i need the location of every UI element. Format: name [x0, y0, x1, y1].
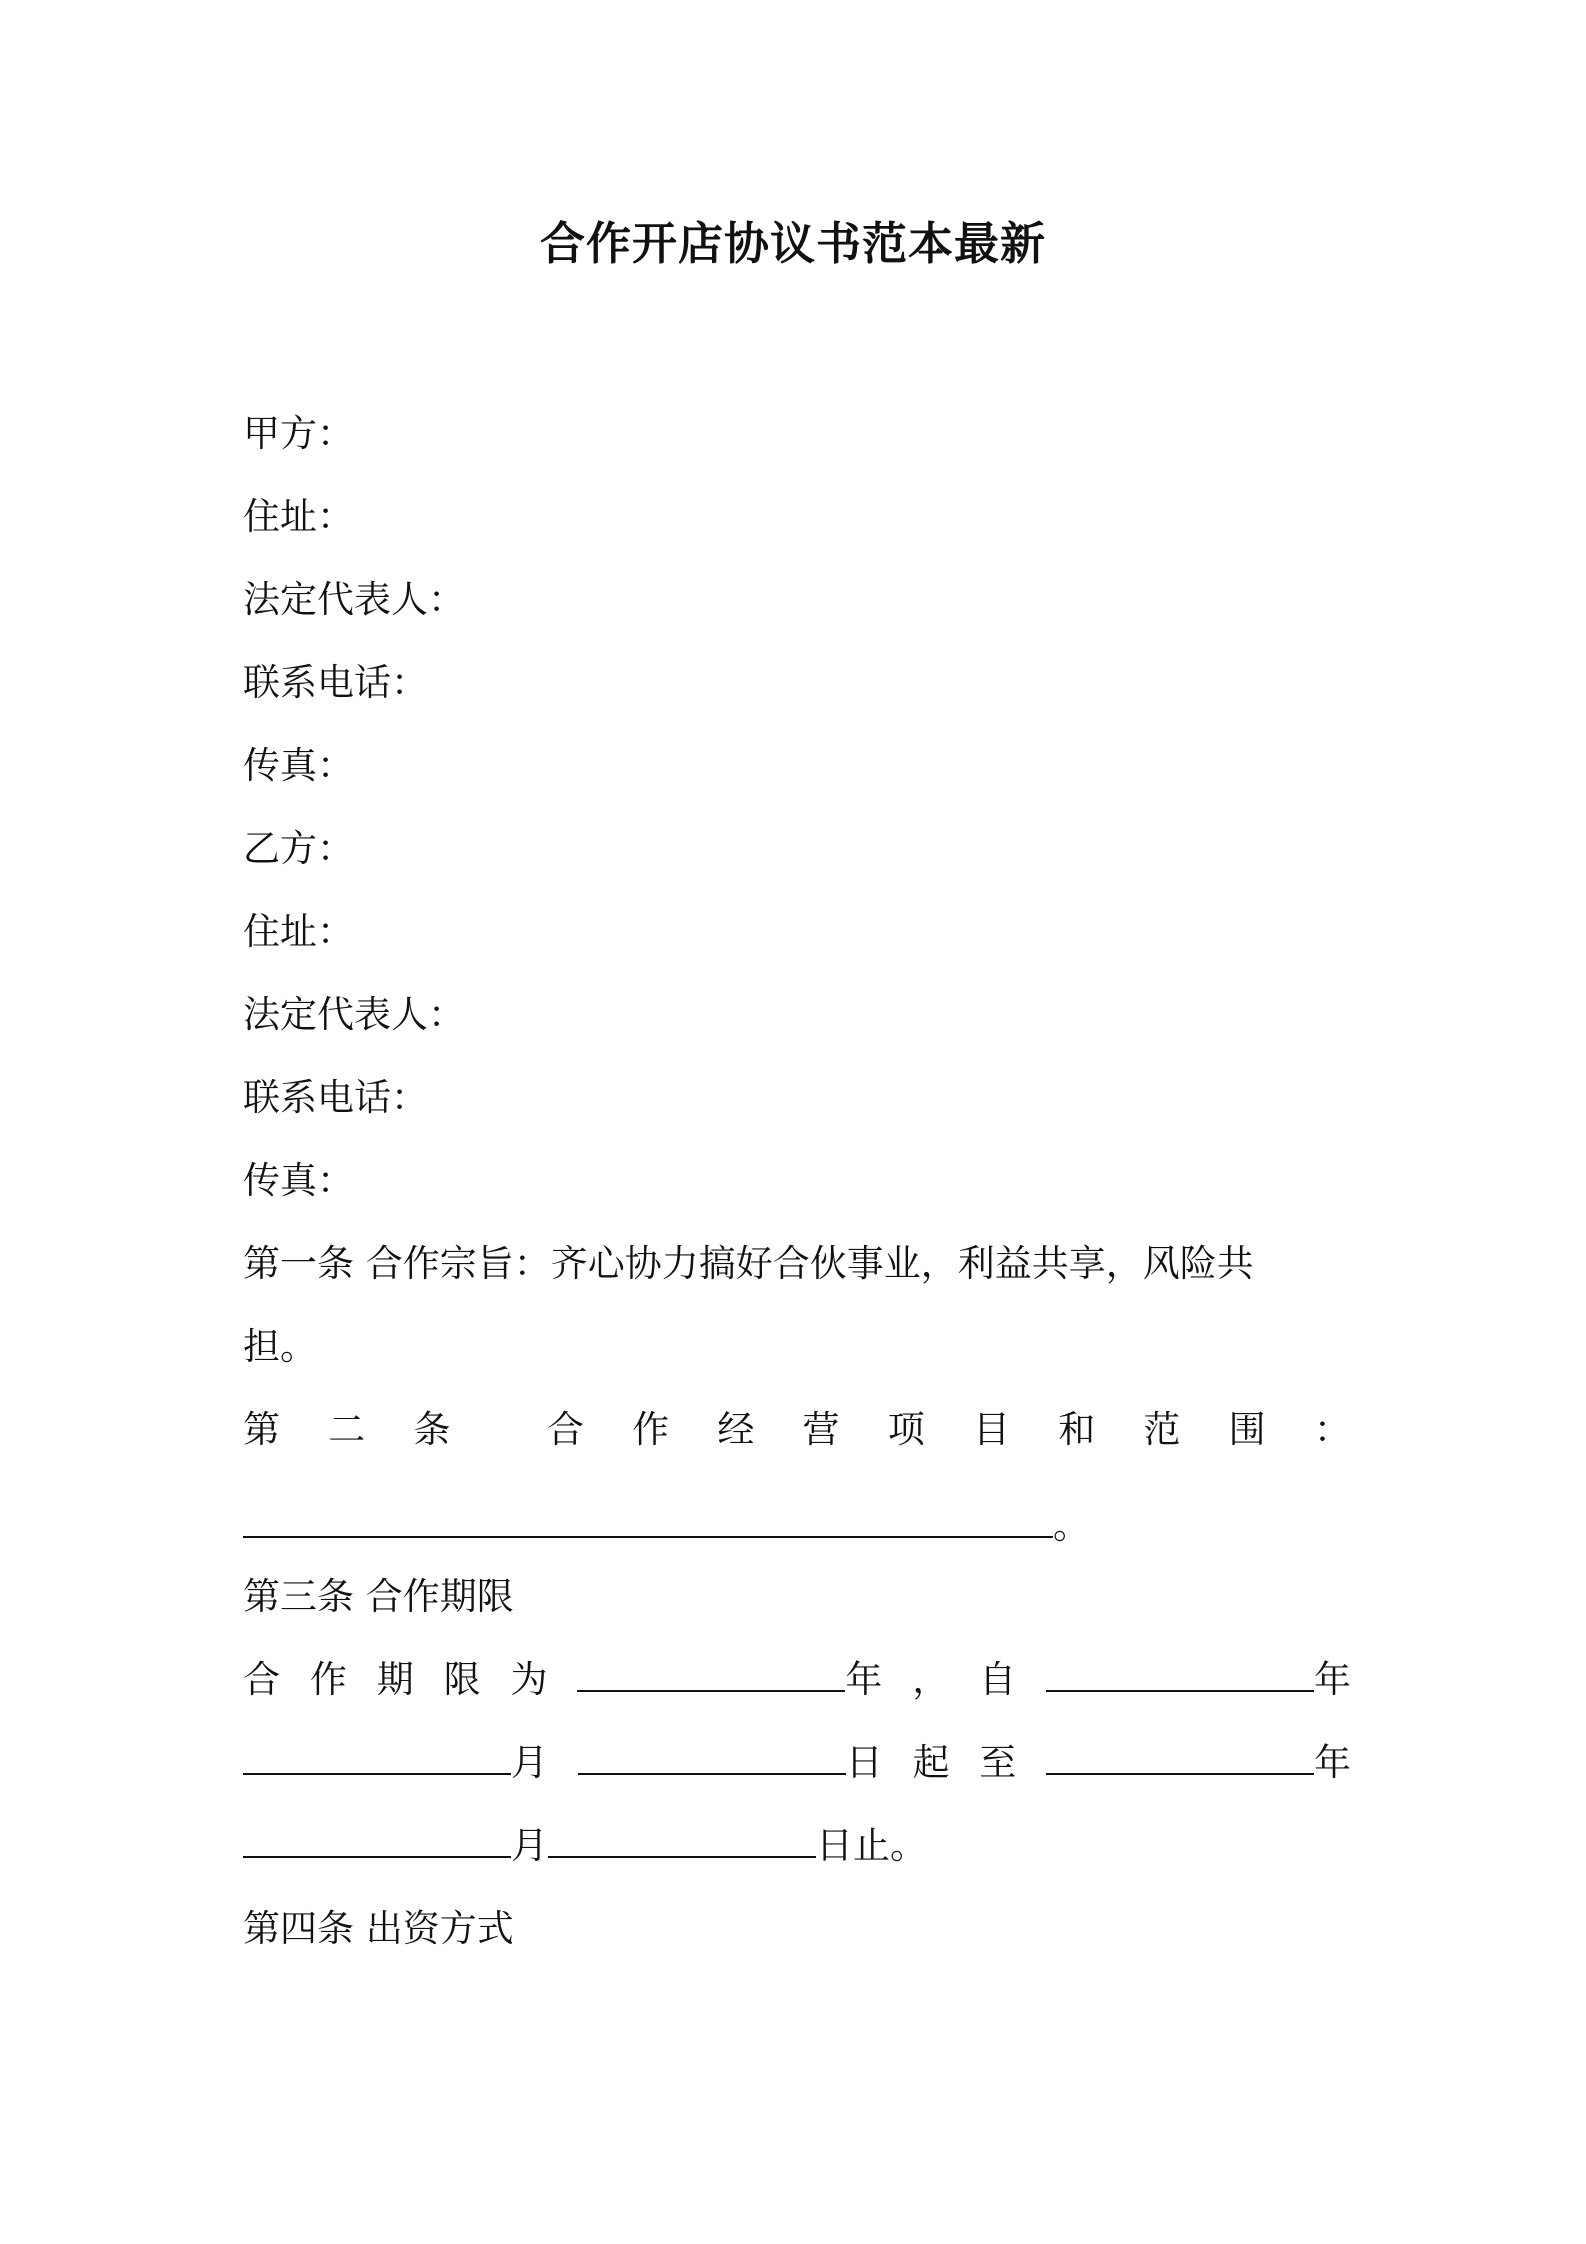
month-char: 月 [511, 1824, 548, 1867]
article2-char: 合 [546, 1408, 584, 1451]
party-b-legal-rep: 法定代表人： [243, 993, 465, 1036]
article2-char: 作 [632, 1408, 670, 1451]
article2-char: 范 [1143, 1408, 1181, 1451]
party-b-fax: 传真： [243, 1159, 354, 1202]
article2-char: ： [1313, 1408, 1351, 1451]
article4-heading: 第四条 出资方式 [243, 1907, 514, 1950]
term-char: 期 [376, 1658, 414, 1701]
article2-char: 围 [1228, 1408, 1266, 1451]
start-day-blank[interactable] [578, 1737, 846, 1775]
party-a-legal-rep: 法定代表人： [243, 578, 465, 621]
scope-end-mark: 。 [1053, 1504, 1090, 1547]
party-a-address: 住址： [243, 495, 354, 538]
article2-heading [243, 1404, 1351, 1456]
article1-line1: 第一条 合作宗旨：齐心协力搞好合伙事业，利益共享，风险共 [243, 1242, 1254, 1285]
article3-row3 [243, 1820, 927, 1872]
comma-char: ， [912, 1658, 950, 1701]
article2-char: 和 [1058, 1408, 1096, 1451]
term-char: 作 [309, 1658, 347, 1701]
month-char: 月 [511, 1741, 548, 1784]
article2-char: 项 [887, 1408, 925, 1451]
article2-scope-line [243, 1500, 1090, 1552]
term-char: 为 [510, 1658, 548, 1701]
scope-blank[interactable] [243, 1500, 1053, 1538]
document-title: 合作开店协议书范本最新 [539, 217, 1046, 270]
zhi-char: 至 [979, 1741, 1017, 1784]
start-month-blank[interactable] [243, 1737, 511, 1775]
party-a-label: 甲方： [243, 412, 354, 455]
article3-row2 [243, 1737, 1351, 1789]
party-b-phone: 联系电话： [243, 1076, 428, 1119]
article2-char: 条 [413, 1408, 451, 1451]
qi-char: 起 [912, 1741, 950, 1784]
end-month-blank[interactable] [243, 1820, 511, 1858]
from-char: 自 [979, 1658, 1017, 1701]
article2-char: 营 [802, 1408, 840, 1451]
end-year-blank[interactable] [1046, 1737, 1314, 1775]
term-years-blank[interactable] [577, 1654, 845, 1692]
end-day-blank[interactable] [548, 1820, 816, 1858]
party-b-label: 乙方： [243, 827, 354, 870]
year-char: 年 [1314, 1741, 1351, 1784]
term-char: 合 [243, 1658, 280, 1701]
day-end-text: 日止。 [816, 1824, 927, 1867]
party-b-address: 住址： [243, 910, 354, 953]
day-char: 日 [845, 1741, 883, 1784]
article2-char: 二 [328, 1408, 366, 1451]
article2-char: 目 [972, 1408, 1010, 1451]
article2-char: 第 [243, 1408, 280, 1451]
year-char: 年 [845, 1658, 883, 1701]
article3-row1 [243, 1654, 1351, 1706]
start-year-blank[interactable] [1046, 1654, 1314, 1692]
term-char: 限 [443, 1658, 481, 1701]
year-char: 年 [1314, 1658, 1351, 1701]
party-a-phone: 联系电话： [243, 661, 428, 704]
article3-heading: 第三条 合作期限 [243, 1575, 514, 1618]
article2-char: 经 [717, 1408, 755, 1451]
party-a-fax: 传真： [243, 744, 354, 787]
article1-line2: 担。 [243, 1325, 317, 1368]
